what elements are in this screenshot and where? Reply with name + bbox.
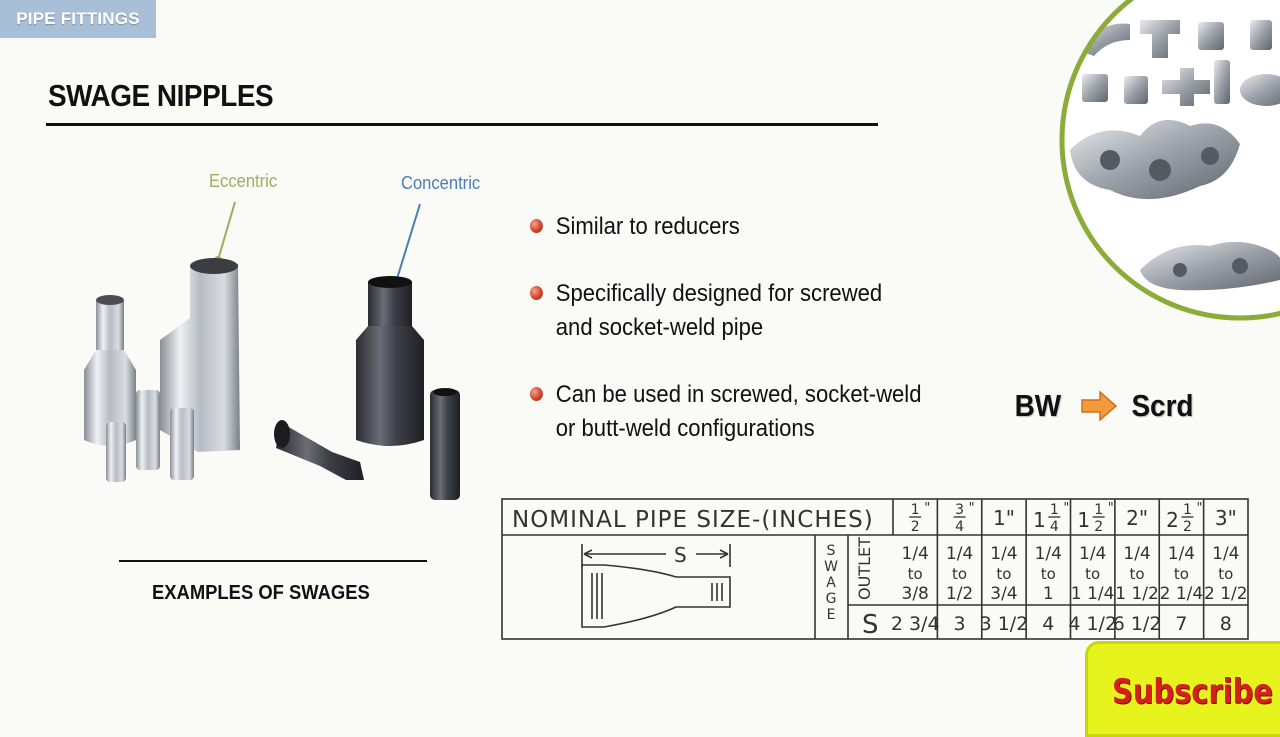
size-header-cell <box>1077 501 1113 535</box>
size-header-cell <box>909 501 930 535</box>
s-value: 3 1/2 <box>979 613 1029 635</box>
fittings-circle-image <box>1030 0 1280 340</box>
outlet-value: 1/4 <box>945 544 974 564</box>
s-value: 4 1/2 <box>1068 613 1118 635</box>
size-numerator: 1 <box>1049 502 1059 518</box>
outlet-value: 1/4 <box>1167 544 1196 564</box>
outlet-value: to <box>1085 565 1101 583</box>
outlet-value: 3/8 <box>901 584 929 604</box>
size-numerator: 1 <box>910 502 920 518</box>
inch-mark: " <box>924 501 931 516</box>
s-value: 3 <box>953 613 966 635</box>
conversion-label <box>1012 388 1197 424</box>
s-row-label: S <box>862 610 879 640</box>
bullet-item <box>530 277 1016 345</box>
outlet-value: 1/4 <box>990 544 1018 564</box>
bullet-text: or butt-weld configurations <box>555 415 815 442</box>
swage-side-letter: A <box>826 575 836 591</box>
size-whole: 3" <box>1214 506 1237 530</box>
outlet-value: 1/2 <box>945 584 974 604</box>
swage-dimension-table <box>500 497 1252 643</box>
outlet-value: to <box>952 565 968 583</box>
swage-side-letter: G <box>825 591 837 607</box>
size-header-cell <box>993 506 1015 530</box>
size-denominator: 2 <box>1182 519 1192 535</box>
conversion-to: Scrd <box>1131 388 1194 423</box>
subscribe-button[interactable] <box>1085 641 1280 737</box>
section-tag: PIPE FITTINGS <box>0 0 156 38</box>
outlet-value: 1 1/4 <box>1070 584 1115 604</box>
small-swage-1 <box>136 390 160 470</box>
conversion-from: BW <box>1014 388 1062 423</box>
inch-mark: " <box>1196 501 1203 516</box>
inch-mark: " <box>968 501 975 516</box>
swage-examples-image <box>70 190 490 520</box>
size-header-cell <box>1166 501 1202 535</box>
eccentric-callout: Eccentric <box>209 171 278 191</box>
table-header-label: NOMINAL PIPE SIZE-(INCHES) <box>512 507 874 533</box>
size-header-cell <box>1126 506 1148 530</box>
size-denominator: 2 <box>1094 519 1104 535</box>
bullet-dot-icon <box>530 387 543 401</box>
outlet-value: to <box>1040 565 1056 583</box>
size-whole: 2" <box>1126 506 1149 530</box>
outlet-value: to <box>1173 565 1189 583</box>
hose-barb-fitting <box>1214 60 1230 104</box>
outlet-value: 1/4 <box>1212 544 1240 564</box>
s-value: 8 <box>1219 613 1232 635</box>
title-underline <box>46 123 878 126</box>
bullet-text: Specifically designed for screwed <box>555 280 883 307</box>
size-numerator: 1 <box>1094 502 1104 518</box>
outlet-value: 1/4 <box>1123 544 1151 564</box>
outlet-value: to <box>996 565 1012 583</box>
swage-side-letter: S <box>826 543 836 559</box>
swage-drawing <box>582 544 730 627</box>
dark-swage-small <box>430 390 460 500</box>
s-value: 6 1/2 <box>1112 613 1162 635</box>
small-swage-3 <box>170 408 194 480</box>
bullet-item <box>530 378 1016 446</box>
outlet-value: 1 1/2 <box>1115 584 1159 604</box>
size-whole: 1" <box>992 506 1015 530</box>
size-header-cell <box>1033 501 1069 535</box>
bullet-dot-icon <box>530 286 543 300</box>
size-whole: 1 <box>1077 508 1091 532</box>
subscribe-label: Subscribe <box>1112 672 1273 712</box>
outlet-value: to <box>1218 565 1234 583</box>
swage-side-letter: W <box>824 559 838 575</box>
slide-title: SWAGE NIPPLES <box>48 78 274 113</box>
swage-side-letter: E <box>826 607 836 623</box>
outlet-label: OUTLET <box>855 537 874 600</box>
coupling-fitting <box>1082 74 1108 102</box>
outlet-value: 1 <box>1042 584 1054 604</box>
outlet-value: to <box>1129 565 1145 583</box>
concentric-callout: Concentric <box>401 173 481 193</box>
outlet-value: 1/4 <box>901 544 929 564</box>
outlet-value: 1/4 <box>1034 544 1062 564</box>
bullet-dot-icon <box>530 219 543 233</box>
inch-mark: " <box>1063 501 1070 516</box>
outlet-value: 2 1/2 <box>1204 584 1248 604</box>
small-swage-2 <box>106 422 126 482</box>
s-value: 2 3/4 <box>890 613 940 635</box>
size-numerator: 1 <box>1182 502 1192 518</box>
plug-fitting <box>1250 20 1272 50</box>
outlet-value: 3/4 <box>990 584 1018 604</box>
left-swage-top <box>96 300 124 350</box>
outlet-value: 2 1/4 <box>1159 584 1204 604</box>
size-header-cell <box>954 501 975 535</box>
size-denominator: 2 <box>910 519 920 535</box>
size-denominator: 4 <box>1049 519 1059 535</box>
examples-caption: EXAMPLES OF SWAGES <box>152 582 370 604</box>
size-whole: 2 <box>1166 508 1179 532</box>
hex-nipple-fitting <box>1124 76 1148 104</box>
outlet-value: to <box>907 565 923 583</box>
bullet-text: Similar to reducers <box>555 213 740 240</box>
size-numerator: 3 <box>955 502 965 518</box>
concentric-leader <box>396 204 420 282</box>
bullet-text: Can be used in screwed, socket-weld <box>555 381 922 408</box>
outlet-value: 1/4 <box>1079 544 1107 564</box>
size-header-cell <box>1215 506 1237 530</box>
bushing-fitting <box>1198 22 1224 50</box>
examples-rule <box>119 560 427 562</box>
s-value: 7 <box>1175 613 1188 635</box>
dark-swage-body <box>356 326 424 446</box>
s-value: 4 <box>1042 613 1055 635</box>
inch-mark: " <box>1107 501 1114 516</box>
dark-swage-thread <box>368 282 412 326</box>
right-arrow-icon <box>1080 390 1118 422</box>
dimension-s-label: S <box>674 543 687 567</box>
size-denominator: 4 <box>955 519 965 535</box>
bullet-text: and socket-weld pipe <box>555 314 764 341</box>
eccentric-leader <box>218 202 235 260</box>
size-whole: 1 <box>1032 508 1046 532</box>
bullet-item <box>530 210 1016 244</box>
